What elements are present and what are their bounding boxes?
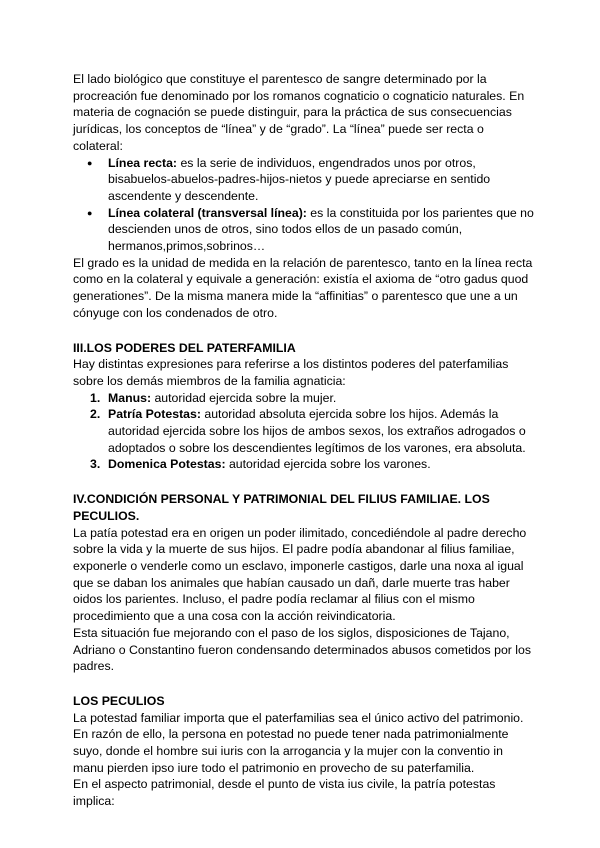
intro-paragraph: El lado biológico que constituye el parentesco de sangre determinado por la procreación fue denominado por los romanos cognaticio o cognaticio naturales. En materia de cognación se puede distinguir, para la práctica de sus consecuencias jurídicas, los conceptos de “línea” y de “grado”. La “línea” puede ser recta o colateral:	[73, 72, 525, 153]
list-item-term: Línea recta:	[108, 155, 178, 170]
document-body	[73, 71, 535, 810]
condicion-paragraph-2: Esta situación fue mejorando con el paso de los siglos, disposiciones de Tajano, Adriano o Constantino fueron condensando determinados abusos cometidos por los padres.	[73, 625, 532, 674]
list-item-term: Línea colateral (transversal línea):	[108, 205, 307, 220]
peculios-paragraph-2: En el aspecto patrimonial, desde el punto de vista ius civile, la patría potestas implica:	[73, 777, 496, 809]
condicion-paragraph-1: La patía potestad era en origen un poder ilimitado, concediéndole al padre derecho sobre la vida y la muerte de sus hijos. El padre podía abandonar al filius familiae, exponerle o venderle como un esclavo, imponerle castigos, darle una noxa al igual que se daban los animales que habían causado un dañ, darle muerte tras haber oidos los parientes. Incluso, el padre podía reclamar al filius con el mismo procedimiento que a una cosa con la acción reivindicatoria.	[73, 525, 527, 624]
list-item-text: es la serie de individuos, engendrados unos por otros, bisabuelos-abuelos-padres-hijos-nietos y puede apreciarse en sentido ascendente y descendente.	[108, 155, 491, 203]
spacer	[73, 322, 535, 340]
list-item-domenica-potestas	[73, 456, 535, 473]
list-item-term: Patría Potestas:	[108, 407, 201, 422]
list-item-text: autoridad ejercida sobre la mujer.	[151, 390, 337, 405]
section-heading-peculios: LOS PECULIOS	[73, 693, 165, 708]
poderes-intro: Hay distintas expresiones para referirse a los distintos poderes del paterfamilias sobre los demás miembros de la familia agnaticia:	[73, 357, 509, 388]
poderes-list	[73, 390, 535, 474]
list-item-term: Manus:	[108, 390, 152, 405]
section-heading-poderes: III.LOS PODERES DEL PATERFAMILIA	[73, 340, 296, 355]
peculios-paragraph-1: La potestad familiar importa que el paterfamilias sea el único activo del patrimonio. En razón de ello, la persona en potestad no puede tener nada patrimonialmente suyo, donde el hombre sui iuris con la arrogancia y la mujer con la conventio in manu pierden ipso iure todo el patrimonio en provecho de su paterfamilia.	[73, 710, 524, 775]
list-item-number: 3.	[90, 457, 101, 472]
list-item-term: Domenica Potestas:	[108, 457, 226, 472]
list-item-number: 1.	[90, 390, 101, 405]
list-item-manus	[73, 390, 535, 407]
grado-paragraph: El grado es la unidad de medida en la relación de parentesco, tanto en la línea recta como en la colateral y equivale a generación: existía el axioma de “otro gadus quod generationes”. De la misma manera mide la “affinitias” o parentesco que une a un cónyuge con los condenados de otro.	[73, 255, 533, 320]
list-item-patria-potestas	[73, 406, 535, 456]
list-item-linea-recta	[73, 155, 535, 205]
list-item-text: es la constituida por los parientes que no descienden unos de otros, sino todos ellos de un pasado común, hermanos,primos,sobrinos…	[108, 205, 534, 254]
line-types-list	[73, 155, 535, 255]
spacer	[73, 473, 535, 491]
list-item-text: autoridad absoluta ejercida sobre los hijos. Además la autoridad ejercida sobre los hijos de ambos sexos, los extraños adrogados o adoptados o sobre los descendientes legítimos de los varones, era absoluta.	[108, 407, 526, 455]
spacer	[73, 675, 535, 693]
list-item-number: 2.	[90, 407, 101, 422]
list-item-text: autoridad ejercida sobre los varones.	[225, 457, 431, 472]
section-heading-condicion: IV.CONDICIÓN PERSONAL Y PATRIMONIAL DEL FILIUS FAMILIAE. LOS PECULIOS.	[73, 492, 490, 523]
list-item-linea-colateral	[73, 205, 535, 255]
